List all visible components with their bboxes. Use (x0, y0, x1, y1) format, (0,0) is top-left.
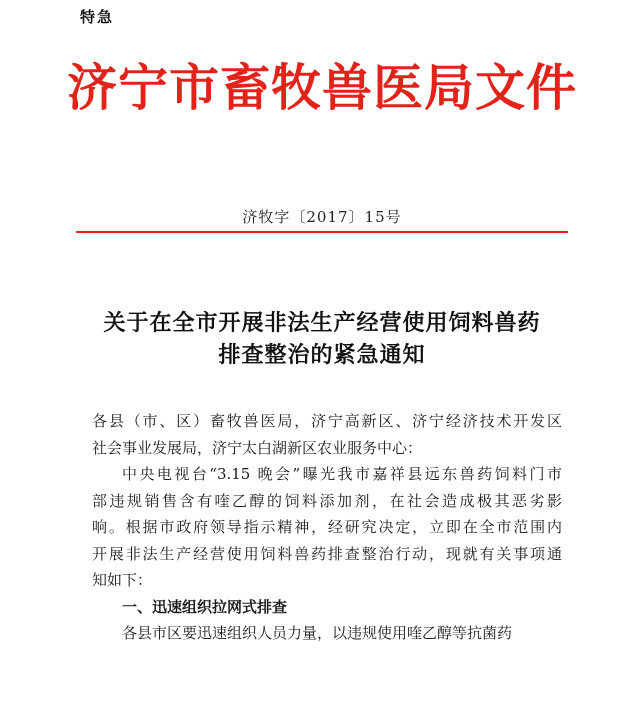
addressee-line-1: 各县（市、区）畜牧兽医局，济宁高新区、济宁经济技术开发区 (92, 412, 562, 430)
issuing-authority-title: 济宁市畜牧兽医局文件 (67, 58, 577, 117)
urgency-label: 特急 (80, 8, 115, 26)
addressee-line-2: 社会事业发展局，济宁太白湖新区农业服务中心： (92, 438, 423, 457)
paragraph-1-line-5: 知如下： (92, 571, 153, 589)
document-number: 济牧字〔2017〕15号 (242, 208, 402, 226)
paragraph-1-line-3: 响。根据市政府领导指示精神，经研究决定，立即在全市范围内 (92, 518, 562, 536)
paragraph-1-line-1: 中央电视台“3.15 晚会”曝光我市嘉祥县远东兽药饲料门市 (122, 465, 562, 483)
section-1-heading: 一、迅速组织拉网式排查 (122, 597, 288, 616)
paragraph-1-line-4: 开展非法生产经营使用饲料兽药排查整治行动，现就有关事项通 (92, 544, 562, 563)
document-title-line-2: 排查整治的紧急通知 (218, 342, 426, 368)
paragraph-1-line-2: 部违规销售含有喹乙醇的饲料添加剂，在社会造成极其恶劣影 (92, 491, 562, 510)
document-body (92, 408, 562, 647)
section-1-line-1: 各县市区要迅速组织人员力量，以违规使用喹乙醇等抗菌药 (122, 624, 513, 642)
red-divider-line (76, 231, 568, 233)
document-title (70, 307, 574, 371)
document-title-line-1: 关于在全市开展非法生产经营使用饲料兽药 (103, 310, 541, 336)
